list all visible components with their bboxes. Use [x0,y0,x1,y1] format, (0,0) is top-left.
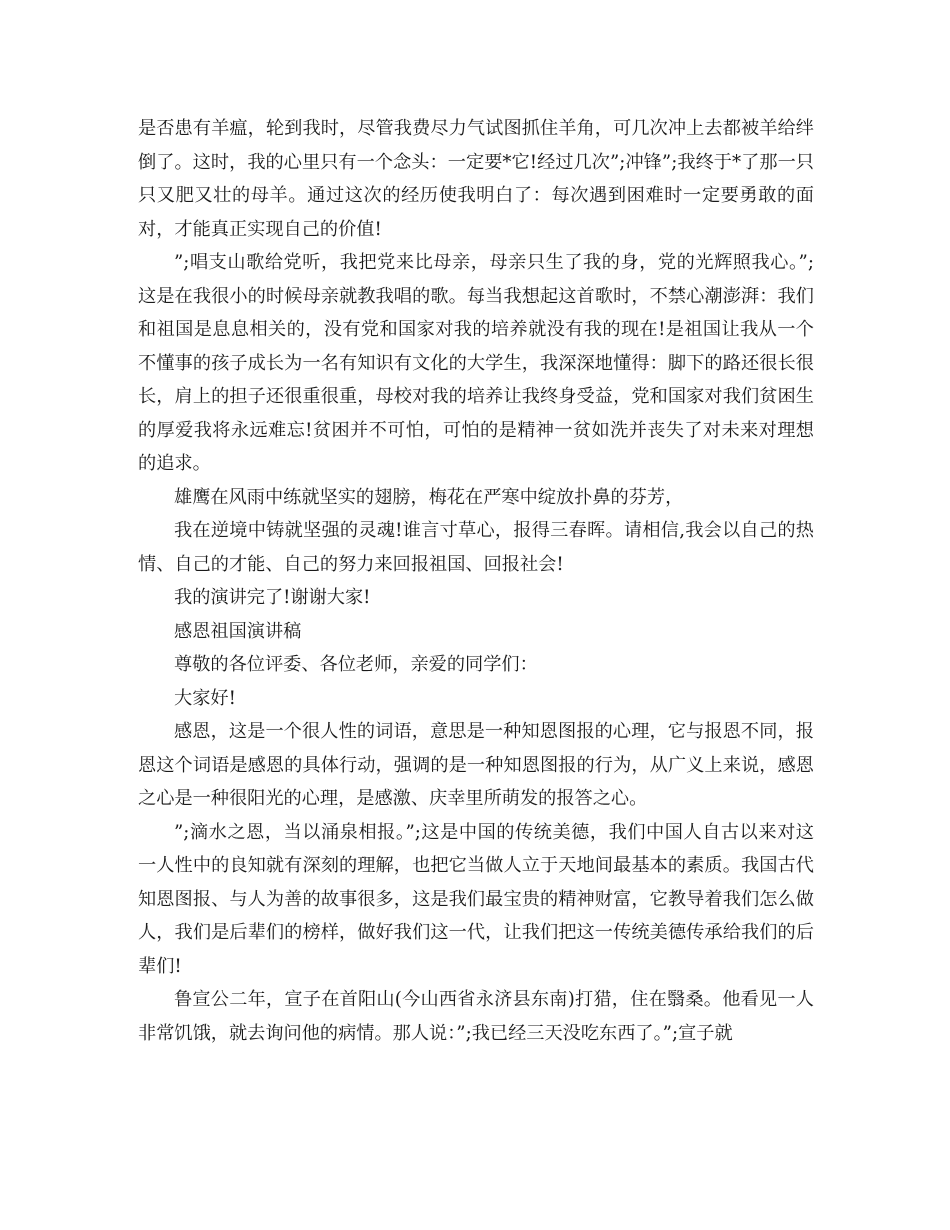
paragraph-3: 雄鹰在风雨中练就坚实的翅膀，梅花在严寒中绽放扑鼻的芬芳， [174,486,684,508]
paragraph-5: 我的演讲完了!谢谢大家! [174,587,371,608]
greeting: 大家好! [174,687,236,709]
document-body [138,112,814,1050]
salutation: 尊敬的各位评委、各位老师，亲爱的同学们： [174,654,538,675]
paragraph-1: 是否患有羊瘟，轮到我时，尽管我费尽力气试图抓住羊角，可几次冲上去都被羊给绊倒了。这时，我的心里只有一个念头：一定要*它!经过几次”;冲锋”;我终于*了那一只只又肥又壮的母羊。通过这次的经历使我明白了：每次遇到困难时一定要勇敢的面对，才能真正实现自己的价值! [138,118,814,240]
section-title: 感恩祖国演讲稿 [174,620,302,642]
paragraph-9: 感恩，这是一个很人性的词语，意思是一种知恩图报的心理，它与报恩不同，报恩这个词语是感恩的具体行动，强调的是一种知恩图报的行为，从广义上来说，感恩之心是一种很阳光的心理，是感激、庆幸里所萌发的报答之心。 [138,721,814,809]
paragraph-4: 我在逆境中铸就坚强的灵魂!谁言寸草心，报得三春晖。请相信,我会以自己的热情、自己的才能、自己的努力来回报祖国、回报社会! [138,520,814,575]
paragraph-11: 鲁宣公二年，宣子在首阳山(今山西省永济县东南)打猎，住在翳桑。他看见一人非常饥饿，就去询问他的病情。那人说：”;我已经三天没吃东西了。”;宣子就 [138,989,814,1044]
paragraph-2: ”;唱支山歌给党听，我把党来比母亲，母亲只生了我的身，党的光辉照我心。”;这是在我很小的时候母亲就教我唱的歌。每当我想起这首歌时，不禁心潮澎湃：我们和祖国是息息相关的，没有党和国家对我的培养就没有我的现在!是祖国让我从一个不懂事的孩子成长为一名有知识有文化的大学生，我深深地懂得：脚下的路还很长很长，肩上的担子还很重很重，母校对我的培养让我终身受益，党和国家对我们贫困生的厚爱我将永远难忘!贫困并不可怕，可怕的是精神一贫如洗并丧失了对未来对理想的追求。 [138,252,814,474]
paragraph-10: ”;滴水之恩，当以涌泉相报。”;这是中国的传统美德，我们中国人自古以来对这一人性中的良知就有深刻的理解，也把它当做人立于天地间最基本的素质。我国古代知恩图报、与人为善的故事很多，这是我们最宝贵的精神财富，它教导着我们怎么做人，我们是后辈们的榜样，做好我们这一代，让我们把这一传统美德传承给我们的后辈们! [138,821,814,977]
